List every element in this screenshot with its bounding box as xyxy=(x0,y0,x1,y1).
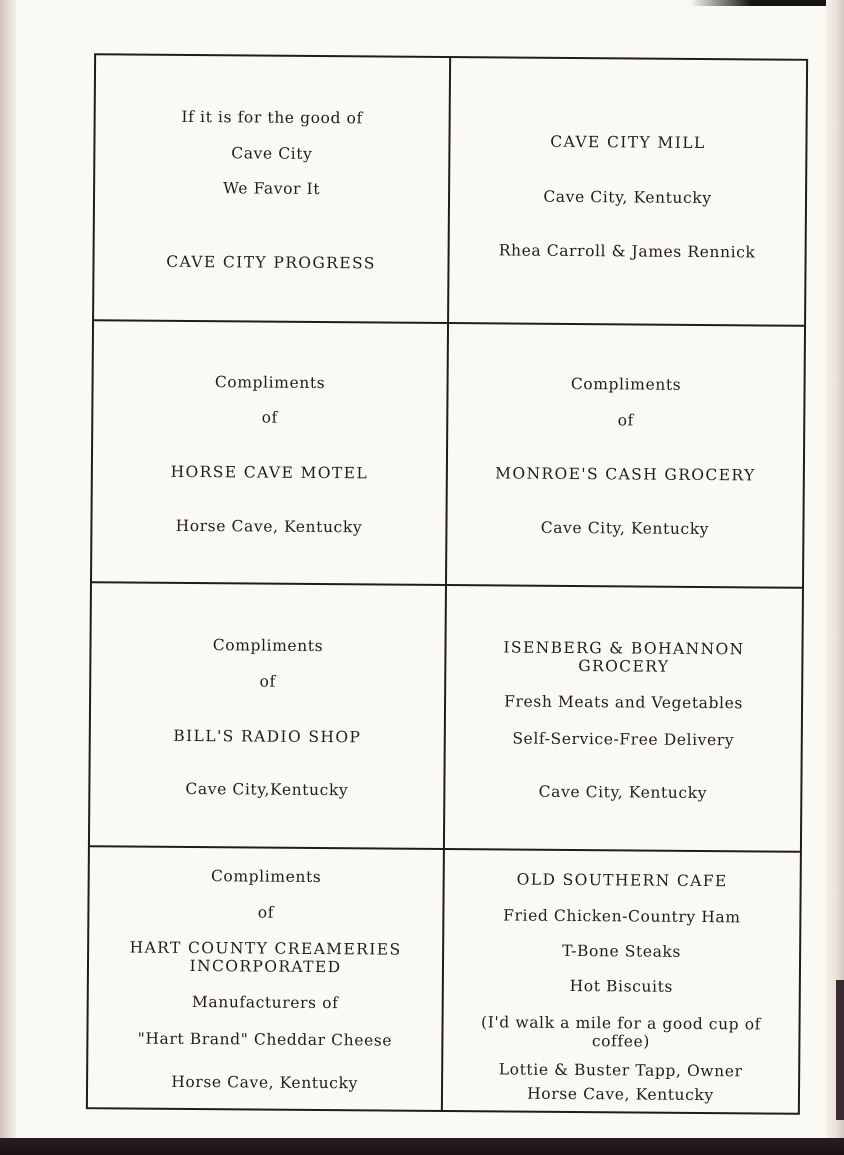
ad-isenberg-bohannon-grocery xyxy=(445,586,802,853)
ad-business-name: CAVE CITY MILL xyxy=(550,132,706,153)
ad-line: of xyxy=(261,408,279,427)
page-top-shadow xyxy=(690,0,844,6)
ad-line: If it is for the good of xyxy=(181,107,363,128)
ad-hart-county-creameries xyxy=(88,847,445,1110)
ad-business-name: MONROE'S CASH GROCERY xyxy=(495,464,756,485)
ad-business-name: CAVE CITY PROGRESS xyxy=(166,252,376,273)
ad-line: We Favor It xyxy=(222,179,321,198)
ad-line: Lottie & Buster Tapp, Owner xyxy=(498,1060,743,1081)
ad-line: of xyxy=(259,672,276,691)
ad-line: Compliments xyxy=(570,374,682,394)
ad-line: Compliments xyxy=(212,636,324,656)
ad-business-name: BILL'S RADIO SHOP xyxy=(173,726,362,747)
ad-line: of xyxy=(257,903,275,922)
ad-cave-city-mill xyxy=(449,58,806,327)
ad-line: T-Bone Steaks xyxy=(562,941,682,961)
ad-business-name: INCORPORATED xyxy=(189,956,342,977)
ad-line: Horse Cave, Kentucky xyxy=(171,1072,358,1093)
ad-line: Cave City xyxy=(231,144,313,163)
ad-business-name: OLD SOUTHERN CAFE xyxy=(516,870,728,891)
ad-line: Rhea Carroll & James Rennick xyxy=(498,241,756,262)
ad-business-name: GROCERY xyxy=(578,657,670,676)
ad-line: "Hart Brand" Cheddar Cheese xyxy=(137,1029,393,1050)
page-bottom-shadow xyxy=(0,1138,844,1155)
ad-line: Cave City, Kentucky xyxy=(540,518,710,539)
ad-line: Compliments xyxy=(210,867,322,887)
ad-line: Cave City, Kentucky xyxy=(543,187,712,208)
ad-line: Self-Service-Free Delivery xyxy=(512,729,735,750)
ad-line: coffee) xyxy=(591,1032,651,1051)
ad-line: Fried Chicken-Country Ham xyxy=(503,906,741,927)
ad-line: Horse Cave, Kentucky xyxy=(527,1084,714,1105)
ad-line: Manufacturers of xyxy=(191,993,339,1013)
ad-line: Fresh Meats and Vegetables xyxy=(504,692,744,713)
ad-business-name: HART COUNTY CREAMERIES xyxy=(129,938,402,959)
ad-business-name: ISENBERG & BOHANNON xyxy=(503,638,745,659)
book-spine-edge xyxy=(0,0,16,1155)
ad-monroes-cash-grocery xyxy=(447,324,804,589)
ad-line: Horse Cave, Kentucky xyxy=(175,516,363,537)
ad-line: of xyxy=(617,411,635,430)
ad-old-southern-cafe xyxy=(443,850,800,1113)
ad-line: (I'd walk a mile for a good cup of xyxy=(481,1013,762,1034)
ad-horse-cave-motel xyxy=(92,321,449,586)
ad-cave-city-progress xyxy=(94,55,451,324)
ad-line: Compliments xyxy=(214,373,326,393)
ad-line: Hot Biscuits xyxy=(569,976,674,996)
advertisement-grid xyxy=(86,53,808,1115)
ad-line: Cave City,Kentucky xyxy=(185,779,349,800)
ad-bills-radio-shop xyxy=(90,583,447,850)
ad-business-name: HORSE CAVE MOTEL xyxy=(170,462,369,483)
page-right-shadow xyxy=(836,980,844,1120)
ad-line: Cave City, Kentucky xyxy=(538,782,708,803)
